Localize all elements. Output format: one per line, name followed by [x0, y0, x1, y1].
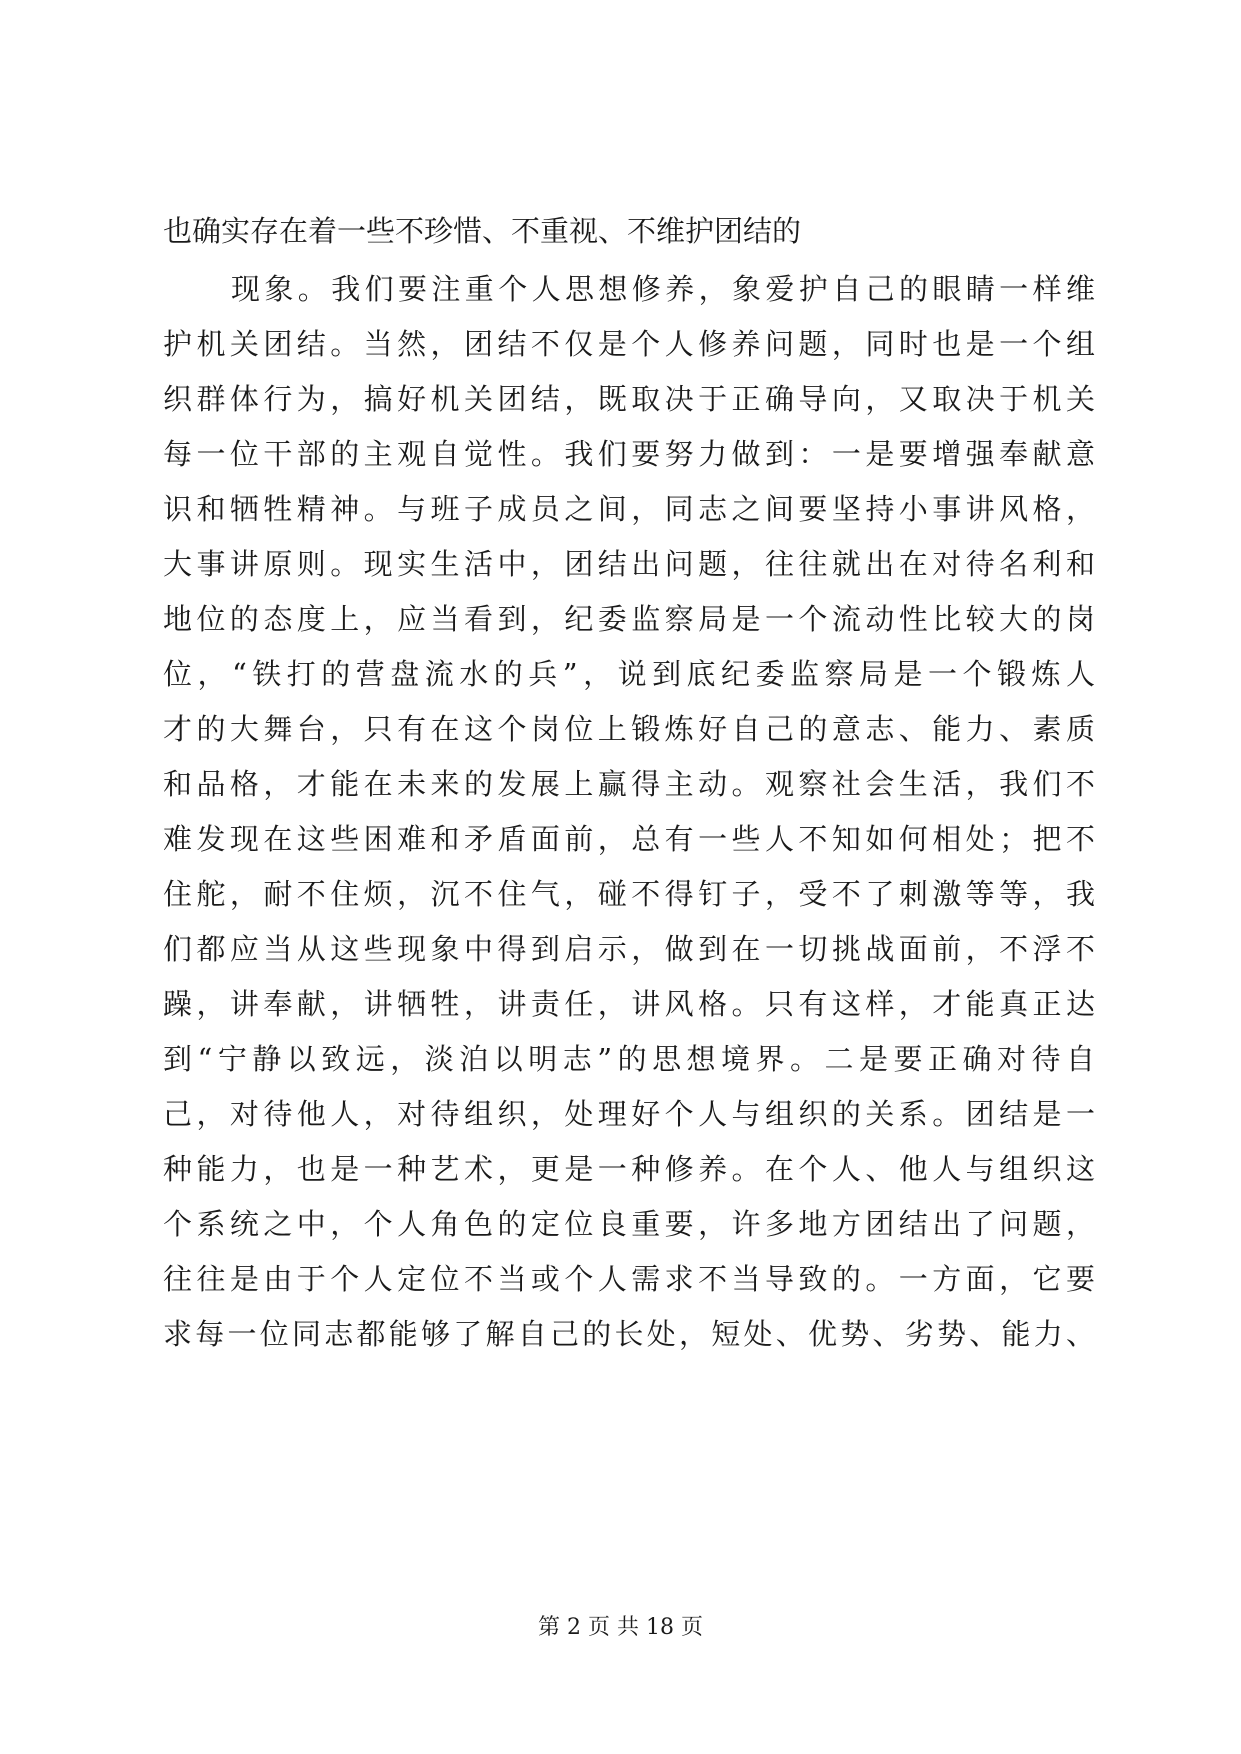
body-line-8: 地位的态度上，应当看到，纪委监察局是一个流动性比较大的岗 — [163, 602, 1095, 636]
body-line-9: 位，“铁打的营盘流水的兵”，说到底纪委监察局是一个锻炼人 — [163, 657, 1095, 691]
body-line-19: 个系统之中，个人角色的定位良重要，许多地方团结出了问题， — [163, 1207, 1095, 1241]
body-line-7: 大事讲原则。现实生活中，团结出问题，往往就出在对待名利和 — [163, 547, 1095, 581]
body-line-11: 和品格，才能在未来的发展上赢得主动。观察社会生活，我们不 — [163, 767, 1095, 801]
body-line-6: 识和牺牲精神。与班子成员之间，同志之间要坚持小事讲风格， — [163, 492, 1095, 526]
body-line-18: 种能力，也是一种艺术，更是一种修养。在个人、他人与组织这 — [163, 1152, 1095, 1186]
body-line-17: 己，对待他人，对待组织，处理好个人与组织的关系。团结是一 — [163, 1097, 1095, 1131]
body-line-13: 住舵，耐不住烦，沉不住气，碰不得钉子，受不了刺激等等，我 — [163, 877, 1095, 911]
body-line-10: 才的大舞台，只有在这个岗位上锻炼好自己的意志、能力、素质 — [163, 712, 1095, 746]
body-line-21: 求每一位同志都能够了解自己的长处，短处、优势、劣势、能力、 — [163, 1317, 1095, 1351]
body-line-20: 往往是由于个人定位不当或个人需求不当导致的。一方面，它要 — [163, 1262, 1095, 1296]
body-line-15: 躁，讲奉献，讲牺牲，讲责任，讲风格。只有这样，才能真正达 — [163, 987, 1095, 1021]
body-line-16: 到“宁静以致远，淡泊以明志”的思想境界。二是要正确对待自 — [163, 1042, 1095, 1076]
body-line-12: 难发现在这些困难和矛盾面前，总有一些人不知如何相处；把不 — [163, 822, 1095, 856]
body-line-2: 现象。我们要注重个人思想修养，象爱护自己的眼睛一样维 — [231, 272, 1095, 306]
body-line-4: 织群体行为，搞好机关团结，既取决于正确导向，又取决于机关 — [163, 382, 1095, 416]
body-line-3: 护机关团结。当然，团结不仅是个人修养问题，同时也是一个组 — [163, 327, 1095, 361]
body-line-1: 也确实存在着一些不珍惜、不重视、不维护团结的 — [163, 214, 802, 248]
body-line-5: 每一位干部的主观自觉性。我们要努力做到：一是要增强奉献意 — [163, 437, 1095, 471]
page-number-footer: 第 2 页 共 18 页 — [538, 1615, 703, 1640]
body-line-14: 们都应当从这些现象中得到启示，做到在一切挑战面前，不浮不 — [163, 932, 1095, 966]
